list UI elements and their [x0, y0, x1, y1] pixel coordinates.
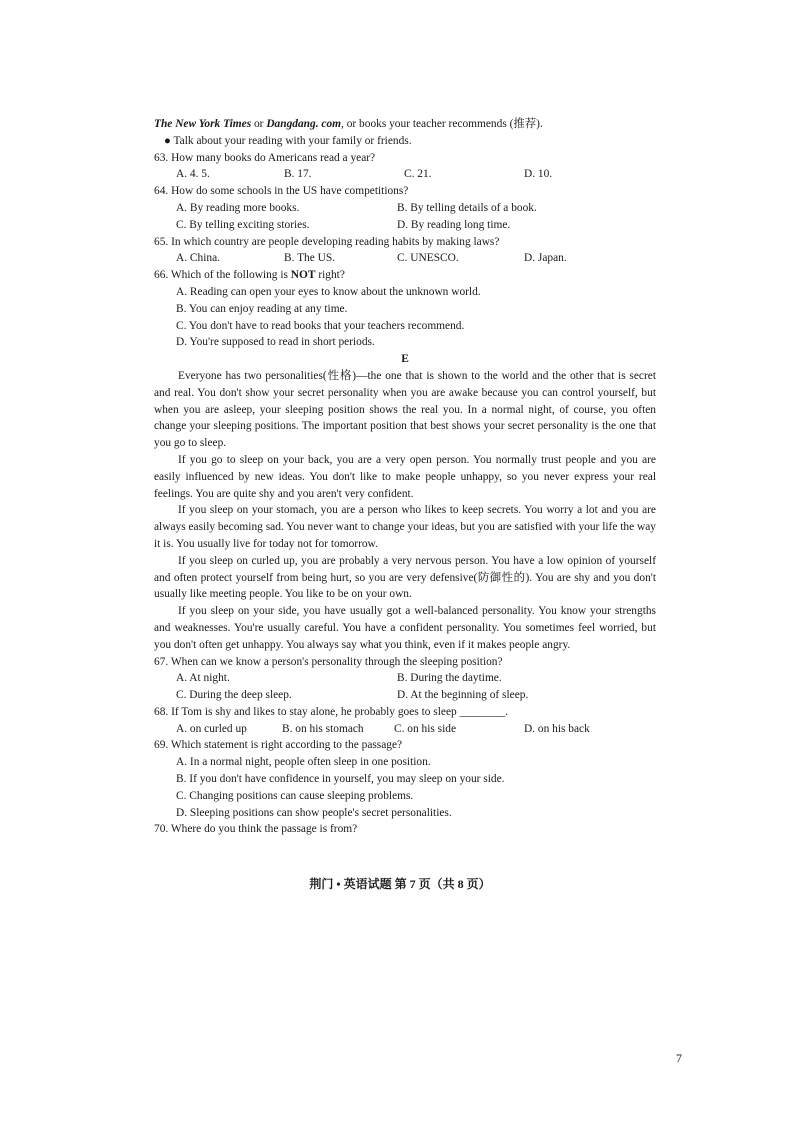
question-68: 68. If Tom is shy and likes to stay alone, he probably goes to sleep ________.	[154, 705, 508, 718]
source-dangdang: Dangdang. com	[266, 118, 342, 130]
options-68	[154, 721, 656, 738]
question-64: 64. How do some schools in the US have competitions?	[154, 185, 409, 198]
options-64-row2	[154, 217, 656, 234]
source-nyt: The New York Times	[154, 118, 252, 130]
options-64-row1	[154, 200, 656, 217]
passage-paragraph-4: If you sleep on curled up, you are probably a very nervous person. You have a low opinion of yourself and often protect yourself from being hurt, so you are very defensive(防御性的). You are shy and you don't usually like meeting people. You like to be on your own.	[154, 554, 656, 601]
option-69a: A. In a normal night, people often sleep in one position.	[176, 756, 431, 769]
option-66c: C. You don't have to read books that your teachers recommend.	[176, 319, 465, 332]
source-line: The New York Times or Dangdang. com, or books your teacher recommends (推荐).	[154, 118, 543, 130]
question-66: 66. Which of the following is NOT right?	[154, 269, 345, 282]
option-69c: C. Changing positions can cause sleeping problems.	[176, 789, 414, 802]
passage-paragraph-5: If you sleep on your side, you have usually got a well-balanced personality. You know your strengths and weaknesses. You're usually careful. You have a confident personality. You sometimes feel worried, but you don't often get unhappy. You always say what you think, even if it makes people angry.	[154, 605, 656, 651]
option-65d: D. Japan.	[524, 252, 567, 265]
question-63: 63. How many books do Americans read a year?	[154, 151, 376, 164]
option-68d: D. on his back	[524, 722, 590, 735]
page-footer: 荆门 • 英语试题 第 7 页（共 8 页）	[309, 877, 491, 891]
option-63d: D. 10.	[524, 168, 553, 181]
option-64d: D. By reading long time.	[397, 218, 511, 231]
passage-paragraph-3: If you sleep on your stomach, you are a person who likes to keep secrets. You worry a lot and you are always easily becoming sad. You never want to change your ideas, but you are satisfied with your life the way it is. You usually live for today not for tomorrow.	[154, 504, 656, 550]
option-67d: D. At the beginning of sleep.	[397, 689, 529, 702]
question-65: 65. In which country are people developing reading habits by making laws?	[154, 235, 500, 248]
option-68a: A. on curled up	[176, 722, 247, 735]
option-68b: B. on his stomach	[282, 722, 364, 735]
options-67-row2	[154, 687, 656, 704]
question-69: 69. Which statement is right according to the passage?	[154, 739, 403, 752]
option-67a: A. At night.	[176, 672, 230, 685]
option-65c: C. UNESCO.	[397, 252, 459, 265]
option-66a: A. Reading can open your eyes to know about the unknown world.	[176, 285, 481, 298]
option-69d: D. Sleeping positions can show people's secret personalities.	[176, 806, 452, 819]
option-68c: C. on his side	[394, 722, 457, 735]
option-64c: C. By telling exciting stories.	[176, 218, 310, 231]
option-65a: A. China.	[176, 252, 220, 265]
content-column	[154, 116, 656, 838]
section-title: E	[401, 353, 409, 366]
passage-paragraph-2: If you go to sleep on your back, you are a very open person. You normally trust people and you are easily influenced by new ideas. You don't like to make people unhappy, so you never express your real feelings. You are quite shy and you aren't very confident.	[154, 453, 656, 500]
option-69b: B. If you don't have confidence in yourself, you may sleep on your side.	[176, 773, 505, 786]
options-65	[154, 250, 656, 267]
option-63c: C. 21.	[404, 168, 432, 181]
question-67: 67. When can we know a person's personality through the sleeping position?	[154, 655, 503, 668]
question-70: 70. Where do you think the passage is from?	[154, 823, 358, 836]
option-65b: B. The US.	[284, 252, 336, 265]
passage-paragraph-1: Everyone has two personalities(性格)—the one that is shown to the world and the other that is secret and real. You don't show your secret personality when you are awake because you can control yourself, but when you are asleep, your sleeping position shows the real you. In a normal night, of course, you often change your sleeping positions. The important position that best shows your secret personality is the one that you go to sleep.	[154, 369, 656, 450]
option-63a: A. 4. 5.	[176, 168, 210, 181]
page-number: 7	[676, 1051, 682, 1065]
bullet-line: ● Talk about your reading with your family or friends.	[164, 134, 412, 147]
option-67c: C. During the deep sleep.	[176, 689, 292, 702]
options-67-row1	[154, 670, 656, 687]
option-63b: B. 17.	[284, 168, 312, 181]
options-63	[154, 166, 656, 183]
option-64b: B. By telling details of a book.	[397, 201, 537, 214]
option-67b: B. During the daytime.	[397, 672, 502, 685]
option-64a: A. By reading more books.	[176, 201, 300, 214]
option-66d: D. You're supposed to read in short periods.	[176, 336, 375, 349]
option-66b: B. You can enjoy reading at any time.	[176, 302, 348, 315]
